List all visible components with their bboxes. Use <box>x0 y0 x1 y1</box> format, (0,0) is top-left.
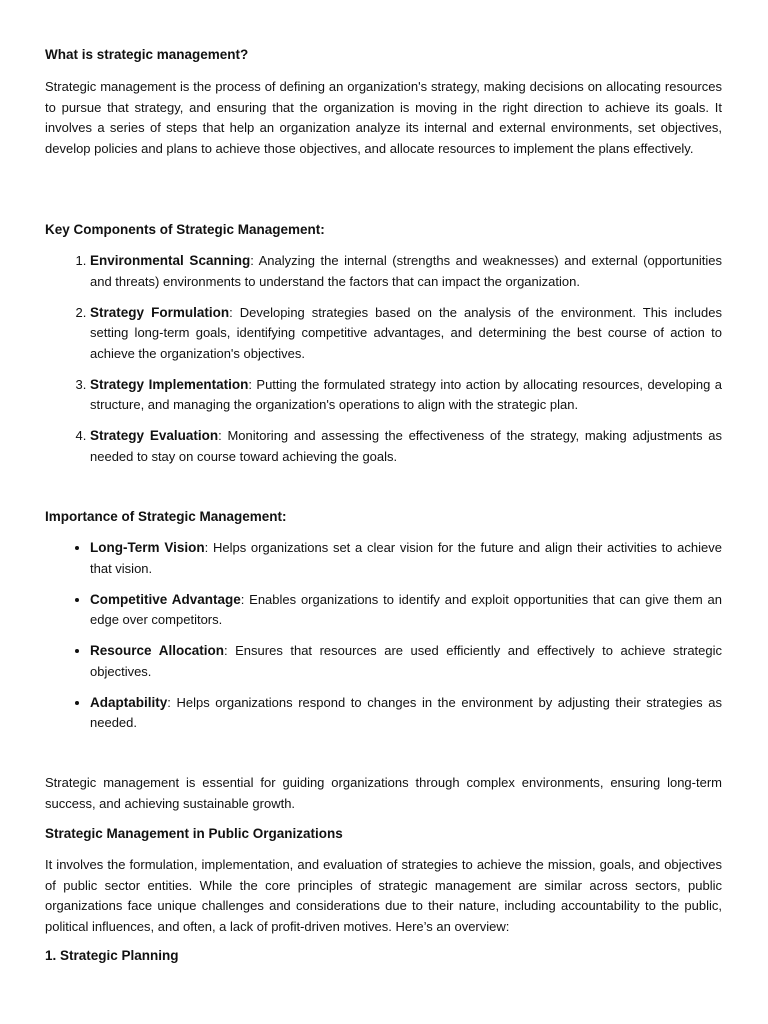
list-item <box>90 426 722 467</box>
list-item-text: : Enables organizations to identify and exploit opportunities that can give them an edge over competitors. <box>90 591 722 627</box>
list-item-text: : Analyzing the internal (strengths and weaknesses) and external (opportunities and threats) environments to understand the factors that can impact the organization. <box>90 253 723 289</box>
list-item <box>90 641 722 682</box>
list-item <box>90 303 722 365</box>
list-item-term: Adaptability <box>90 694 168 710</box>
list-item-term: Strategy Formulation <box>90 304 230 320</box>
list-item-term: Strategy Implementation <box>90 376 249 392</box>
list-item-text: : Ensures that resources are used efficiently and effectively to achieve strategic objectives. <box>90 643 723 679</box>
list-item-text: : Developing strategies based on the analysis of the environment. This includes setting long-term goals, identifying competitive advantages, and determining the best course of action to achieve the organization's objectives. <box>90 304 723 361</box>
section-heading-what-is: What is strategic management? <box>45 47 249 62</box>
list-item <box>90 590 722 631</box>
public-paragraph: It involves the formulation, implementation, and evaluation of strategies to achieve the mission, goals, and objectives of public sector entities. While the core principles of strategic management are similar across sectors, public organizations face unique challenges and considerations due to their nature, including accountability to the public, political influences, and often, a lack of profit-driven motives. Here’s an overview: <box>45 857 722 934</box>
list-item <box>90 538 722 579</box>
list-item-term: Competitive Advantage <box>90 591 241 607</box>
components-list <box>45 251 722 478</box>
section-heading-public: Strategic Management in Public Organizations <box>45 826 343 841</box>
list-item-term: Resource Allocation <box>90 643 224 658</box>
importance-list <box>45 538 722 744</box>
list-item-text: : Helps organizations respond to changes in the environment by adjusting their strategies as needed. <box>90 694 722 730</box>
list-item-term: Strategy Evaluation <box>90 428 219 443</box>
list-item-term: Long-Term Vision <box>90 540 205 555</box>
list-item <box>90 375 722 416</box>
subheading-strategic-planning: 1. Strategic Planning <box>45 948 179 963</box>
intro-paragraph: Strategic management is the process of defining an organization's strategy, making decisions on allocating resources to pursue that strategy, and ensuring that the organization is moving in the right direction to achieve its goals. It involves a series of steps that help an organization analyze its internal and external environments, set objectives, develop policies and plans to achieve those objectives, and allocate resources to implement the plans effectively. <box>45 79 722 156</box>
list-item <box>90 251 722 292</box>
list-item-text: : Monitoring and assessing the effectiveness of the strategy, making adjustments as needed to stay on course toward achieving the goals. <box>90 428 722 464</box>
section-heading-components: Key Components of Strategic Management: <box>45 222 325 237</box>
section-heading-importance: Importance of Strategic Management: <box>45 509 287 524</box>
list-item-term: Environmental Scanning <box>90 253 251 268</box>
list-item-text: : Putting the formulated strategy into action by allocating resources, developing a structure, and managing the organization's operations to align with the strategic plan. <box>90 376 723 412</box>
list-item <box>90 693 722 734</box>
list-item-text: : Helps organizations set a clear vision for the future and align their activities to achieve that vision. <box>90 540 722 576</box>
conclusion-paragraph: Strategic management is essential for guiding organizations through complex environments, ensuring long-term success, and achieving sustainable growth. <box>45 775 722 811</box>
